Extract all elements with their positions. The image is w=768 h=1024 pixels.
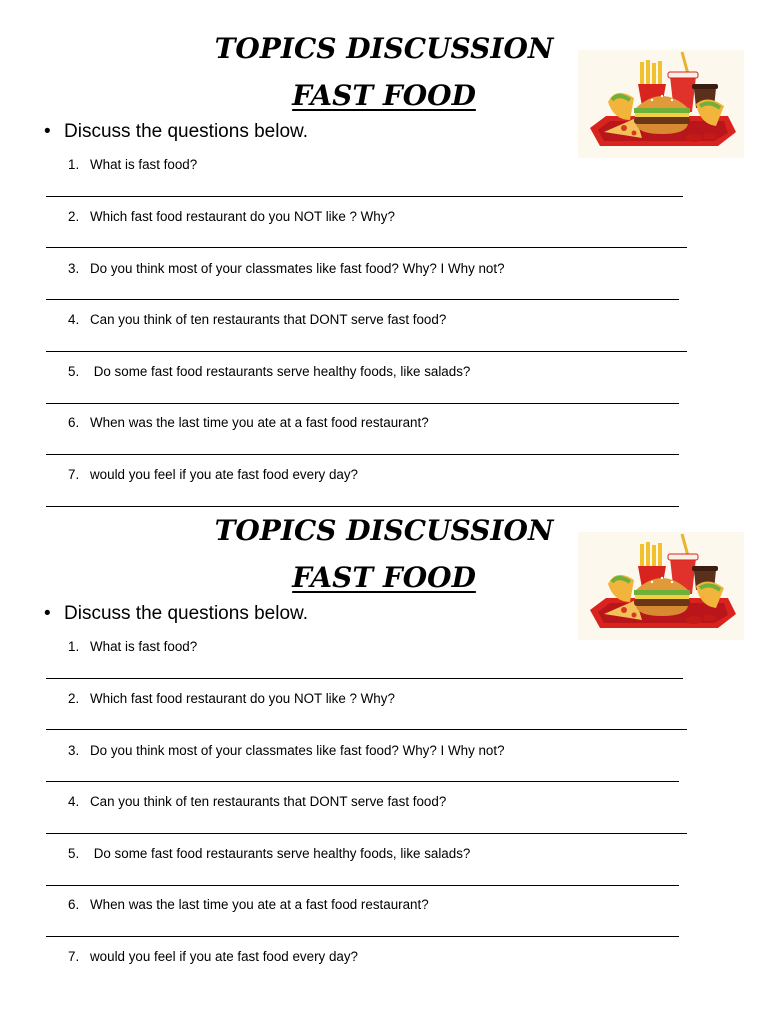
question-4 — [68, 794, 446, 809]
answer-line-4[interactable] — [46, 833, 687, 834]
question-text: Which fast food restaurant do you NOT like ? Why? — [90, 209, 395, 224]
question-number: 4. — [68, 794, 80, 809]
question-number: 3. — [68, 261, 80, 276]
answer-line-1[interactable] — [46, 678, 683, 679]
question-number: 5. — [68, 364, 80, 379]
answer-line-6[interactable] — [46, 454, 679, 455]
question-6 — [68, 897, 429, 912]
question-2 — [68, 209, 395, 224]
instructions-text: Discuss the questions below. — [64, 121, 308, 142]
worksheet-top — [0, 28, 768, 511]
question-text: What is fast food? — [90, 157, 198, 172]
question-7 — [68, 467, 358, 482]
answer-line-6[interactable] — [46, 936, 679, 937]
question-1 — [68, 157, 197, 172]
answer-line-2[interactable] — [46, 247, 687, 248]
question-text: What is fast food? — [90, 639, 198, 654]
question-7 — [68, 949, 358, 964]
worksheet-subtitle: FAST FOOD — [292, 79, 476, 112]
question-3 — [68, 261, 505, 276]
question-number: 4. — [68, 312, 80, 327]
question-6 — [68, 415, 429, 430]
question-text: When was the last time you ate at a fast food restaurant? — [90, 897, 429, 912]
question-number: 5. — [68, 846, 80, 861]
question-text: When was the last time you ate at a fast food restaurant? — [90, 415, 429, 430]
answer-line-3[interactable] — [46, 781, 679, 782]
fast-food-tray-image — [578, 532, 744, 640]
worksheet-bottom — [0, 510, 768, 993]
question-number: 6. — [68, 415, 80, 430]
question-number: 6. — [68, 897, 80, 912]
question-5 — [68, 364, 470, 379]
question-3 — [68, 743, 505, 758]
question-number: 7. — [68, 467, 80, 482]
worksheet-title: TOPICS DISCUSSION — [214, 514, 554, 547]
bullet-icon: • — [44, 603, 51, 624]
instructions-text: Discuss the questions below. — [64, 603, 308, 624]
question-number: 1. — [68, 639, 80, 654]
question-text: Can you think of ten restaurants that DONT serve fast food? — [90, 312, 447, 327]
question-text: Do some fast food restaurants serve healthy foods, like salads? — [90, 364, 471, 379]
question-text: would you feel if you ate fast food every day? — [90, 467, 358, 482]
answer-line-3[interactable] — [46, 299, 679, 300]
answer-line-7[interactable] — [46, 506, 679, 507]
question-number: 2. — [68, 209, 80, 224]
question-text: Do you think most of your classmates like fast food? Why? I Why not? — [90, 743, 505, 758]
question-number: 1. — [68, 157, 80, 172]
question-number: 3. — [68, 743, 80, 758]
question-5 — [68, 846, 470, 861]
question-text: Do you think most of your classmates like fast food? Why? I Why not? — [90, 261, 505, 276]
bullet-icon: • — [44, 121, 51, 142]
question-1 — [68, 639, 197, 654]
instructions — [44, 603, 308, 625]
question-4 — [68, 312, 446, 327]
answer-line-5[interactable] — [46, 403, 679, 404]
question-number: 2. — [68, 691, 80, 706]
question-text: Do some fast food restaurants serve healthy foods, like salads? — [90, 846, 471, 861]
answer-line-2[interactable] — [46, 729, 687, 730]
instructions — [44, 121, 308, 143]
fast-food-tray-image — [578, 50, 744, 158]
question-text: Can you think of ten restaurants that DONT serve fast food? — [90, 794, 447, 809]
answer-line-4[interactable] — [46, 351, 687, 352]
answer-line-1[interactable] — [46, 196, 683, 197]
question-number: 7. — [68, 949, 80, 964]
worksheet-subtitle: FAST FOOD — [292, 561, 476, 594]
worksheet-title: TOPICS DISCUSSION — [214, 32, 554, 65]
answer-line-5[interactable] — [46, 885, 679, 886]
question-text: would you feel if you ate fast food every day? — [90, 949, 358, 964]
question-text: Which fast food restaurant do you NOT like ? Why? — [90, 691, 395, 706]
question-2 — [68, 691, 395, 706]
